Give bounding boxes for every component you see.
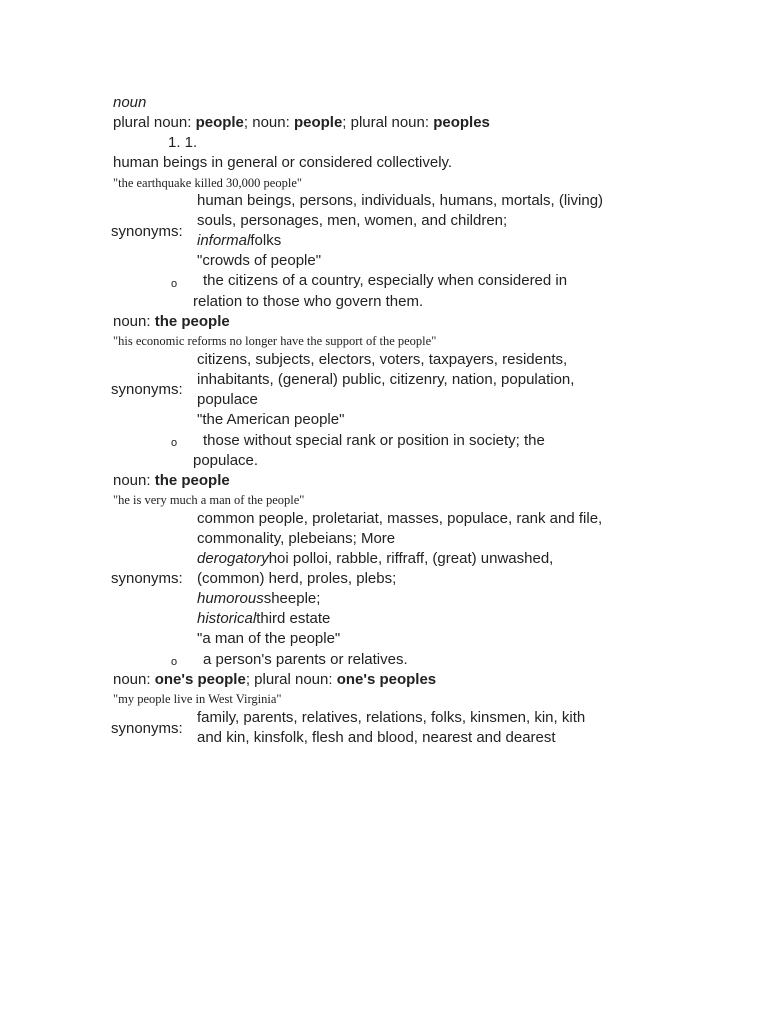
synonym-line: human beings, persons, individuals, humans, mortals, (living): [197, 192, 604, 209]
register-label: humorous: [197, 590, 264, 607]
noun-label: [113, 670, 436, 690]
noun-label: [113, 471, 230, 491]
headword: people: [195, 114, 244, 131]
header-text: ; plural noun:: [342, 114, 434, 131]
part-of-speech: noun: [113, 94, 147, 111]
synonym-line: souls, personages, men, women, and children;: [197, 212, 508, 229]
headword: peoples: [433, 114, 490, 131]
sense-number: 1. 1.: [168, 134, 198, 151]
definition: those without special rank or position in society; the: [203, 432, 545, 449]
definition: relation to those who govern them.: [193, 293, 424, 310]
definition: human beings in general or considered collectively.: [113, 154, 453, 171]
synonym-line: [197, 549, 553, 569]
synonym-line: inhabitants, (general) public, citizenry, nation, population,: [197, 371, 575, 388]
bullet-marker: o: [171, 437, 178, 449]
plural-form: one's peoples: [336, 671, 437, 688]
noun-form: one's people: [154, 671, 246, 688]
headword-line: [113, 113, 490, 133]
noun-prefix: noun:: [113, 671, 155, 688]
register-label: informal: [197, 232, 251, 249]
plural-prefix: ; plural noun:: [245, 671, 337, 688]
header-text: ; noun:: [243, 114, 294, 131]
synonym-line: populace: [197, 391, 258, 408]
example-sentence: "the earthquake killed 30,000 people": [113, 176, 302, 190]
noun-form: the people: [154, 313, 230, 330]
header-text: plural noun:: [113, 114, 196, 131]
example-sentence: "his economic reforms no longer have the support of the people": [113, 334, 437, 348]
synonyms-label: synonyms:: [111, 720, 183, 737]
synonym-text: folks: [250, 232, 282, 249]
usage-quote: "crowds of people": [197, 252, 322, 269]
example-sentence: "he is very much a man of the people": [113, 493, 305, 507]
noun-prefix: noun:: [113, 472, 155, 489]
synonym-text: hoi polloi, rabble, riffraff, (great) unwashed,: [268, 550, 554, 567]
register-label: historical: [197, 610, 257, 627]
definition: populace.: [193, 452, 259, 469]
noun-prefix: noun:: [113, 313, 155, 330]
synonym-line: [197, 609, 330, 629]
synonym-line: citizens, subjects, electors, voters, taxpayers, residents,: [197, 351, 568, 368]
synonym-line: common people, proletariat, masses, populace, rank and file,: [197, 510, 603, 527]
example-sentence: "my people live in West Virginia": [113, 692, 282, 706]
definition: a person's parents or relatives.: [203, 651, 408, 668]
usage-quote: "the American people": [197, 411, 345, 428]
synonym-text: third estate: [256, 610, 331, 627]
definition: the citizens of a country, especially when considered in: [203, 272, 568, 289]
synonym-line: commonality, plebeians; More: [197, 530, 396, 547]
synonym-line: [197, 589, 320, 609]
synonym-text: sheeple;: [263, 590, 321, 607]
noun-form: the people: [154, 472, 230, 489]
synonyms-label: synonyms:: [111, 223, 183, 240]
synonym-line: and kin, kinsfolk, flesh and blood, nearest and dearest: [197, 729, 556, 746]
synonyms-label: synonyms:: [111, 570, 183, 587]
synonym-line: [197, 231, 281, 251]
headword: people: [293, 114, 343, 131]
noun-label: [113, 312, 230, 332]
synonyms-label: synonyms:: [111, 381, 183, 398]
register-label: derogatory: [197, 550, 269, 567]
synonym-line: family, parents, relatives, relations, folks, kinsmen, kin, kith: [197, 709, 586, 726]
synonym-line: (common) herd, proles, plebs;: [197, 570, 397, 587]
bullet-marker: o: [171, 656, 178, 668]
usage-quote: "a man of the people": [197, 630, 341, 647]
bullet-marker: o: [171, 278, 178, 290]
